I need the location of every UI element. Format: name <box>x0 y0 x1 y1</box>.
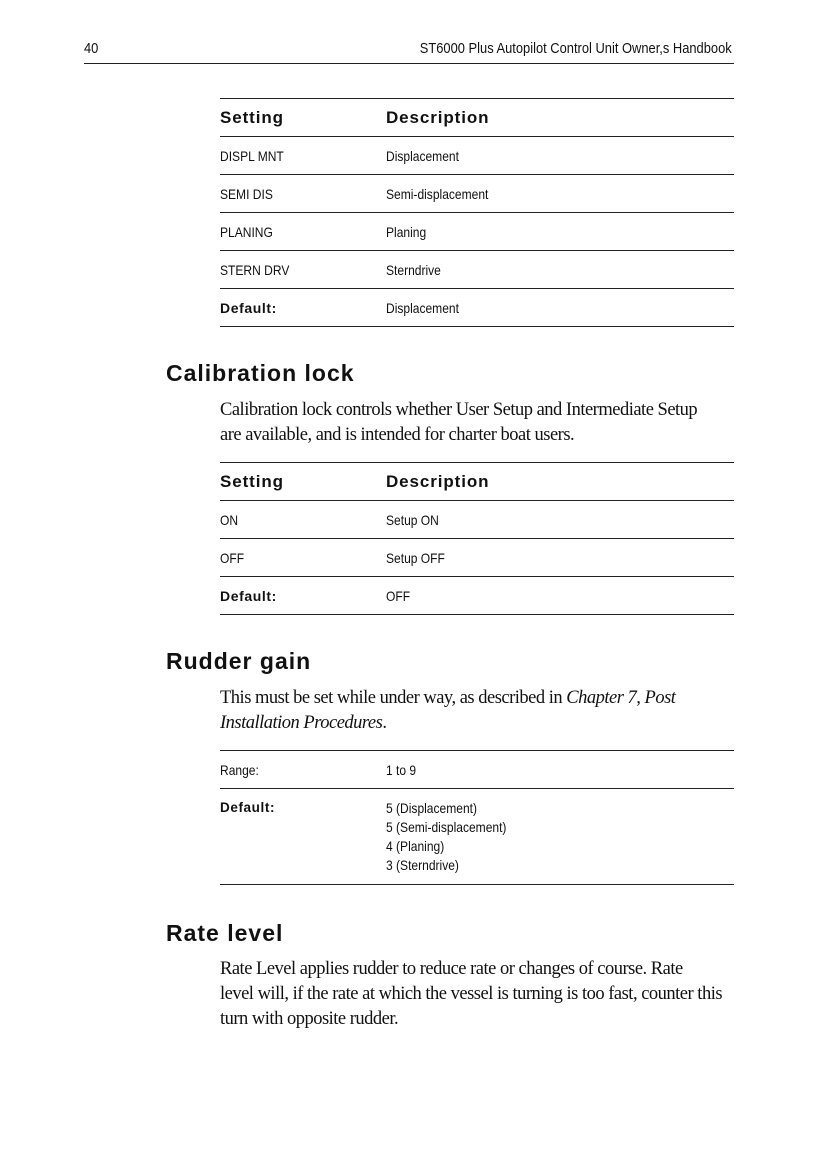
range-value: 1 to 9 <box>386 762 417 778</box>
default-value: Displacement <box>386 300 459 316</box>
table-row <box>220 501 734 539</box>
chapter-reference: Chapter 7, Post <box>566 688 676 708</box>
section-heading-rate-level: Rate level <box>166 920 284 946</box>
default-value-line: 5 (Displacement) <box>386 800 478 816</box>
paragraph-line: are available, and is intended for charter boat users. <box>220 425 575 445</box>
section-heading-rudder-gain: Rudder gain <box>166 648 312 674</box>
table-row <box>220 251 734 289</box>
table-row-range <box>220 751 734 789</box>
description-cell: Semi-displacement <box>386 186 489 202</box>
default-values <box>386 789 526 875</box>
calibration-lock-table <box>220 462 734 615</box>
range-label: Range: <box>220 762 259 778</box>
table-row <box>220 539 734 577</box>
rate-level-paragraph <box>220 957 740 1032</box>
running-header-title: ST6000 Plus Autopilot Control Unit Owner,s Handbook <box>420 40 732 57</box>
rudder-gain-paragraph <box>220 686 740 736</box>
paragraph-line: turn with opposite rudder. <box>220 1009 399 1029</box>
section-heading-calibration-lock: Calibration lock <box>166 360 355 386</box>
paragraph-line: Rate Level applies rudder to reduce rate or changes of course. Rate <box>220 959 683 979</box>
paragraph-line: Calibration lock controls whether User Setup and Intermediate Setup <box>220 400 698 420</box>
setting-cell: ON <box>220 512 239 528</box>
page-number: 40 <box>84 40 99 57</box>
default-value: OFF <box>386 588 411 604</box>
description-cell: Planing <box>386 224 427 240</box>
header-rule <box>84 63 734 64</box>
description-cell: Displacement <box>386 148 459 164</box>
column-header-setting: Setting <box>220 472 284 491</box>
table-row <box>220 137 734 175</box>
table-row-default <box>220 289 734 327</box>
default-value-line: 4 (Planing) <box>386 838 445 854</box>
description-cell: Setup ON <box>386 512 439 528</box>
column-header-description: Description <box>386 108 490 127</box>
table-row-default <box>220 789 734 885</box>
default-label: Default: <box>220 588 277 604</box>
vessel-type-table <box>220 98 734 327</box>
default-label: Default: <box>220 300 277 316</box>
table-header-row <box>220 463 734 501</box>
rudder-gain-table <box>220 750 734 885</box>
column-header-description: Description <box>386 472 490 491</box>
column-header-setting: Setting <box>220 108 284 127</box>
paragraph-text: . <box>382 713 387 733</box>
setting-cell: OFF <box>220 550 245 566</box>
setting-cell: SEMI DIS <box>220 186 273 202</box>
chapter-reference-cont: Installation Procedures <box>220 713 383 733</box>
setting-cell: STERN DRV <box>220 262 290 278</box>
default-label: Default: <box>220 800 276 815</box>
paragraph-line: level will, if the rate at which the vessel is turning is too fast, counter this <box>220 984 723 1004</box>
table-row-default <box>220 577 734 615</box>
default-value-line: 3 (Sterndrive) <box>386 857 459 873</box>
description-cell: Setup OFF <box>386 550 445 566</box>
description-cell: Sterndrive <box>386 262 441 278</box>
table-row <box>220 175 734 213</box>
default-value-line: 5 (Semi-displacement) <box>386 819 507 835</box>
table-row <box>220 213 734 251</box>
paragraph-text: This must be set while under way, as described in <box>220 688 567 708</box>
setting-cell: DISPL MNT <box>220 148 284 164</box>
setting-cell: PLANING <box>220 224 273 240</box>
calibration-lock-paragraph <box>220 398 740 448</box>
table-header-row <box>220 99 734 137</box>
